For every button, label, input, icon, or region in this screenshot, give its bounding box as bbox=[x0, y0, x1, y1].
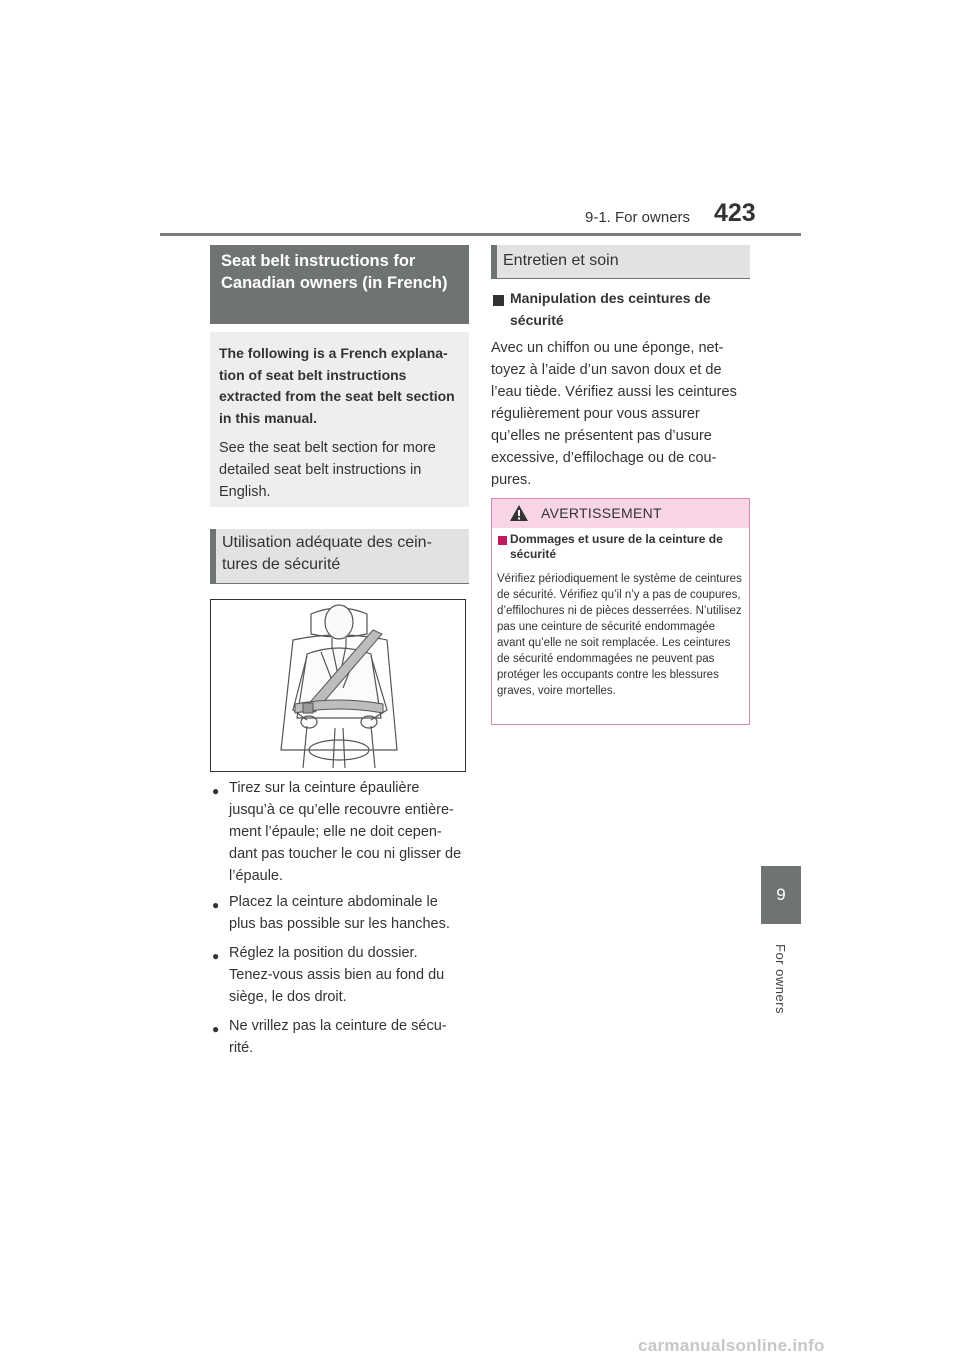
chapter-label: For owners bbox=[773, 944, 788, 1015]
heading-maintenance: Entretien et soin bbox=[503, 252, 619, 269]
dark-heading: Seat belt instructions for Canadian owners (in French) bbox=[221, 252, 448, 292]
warning-body: Vérifiez périodiquement le système de ceintures de sécurité. Vérifiez qu’il n’y a pas de coupures, d’effilochures ni de pièces desserrées. N’utilisez pas une ceinture de sécurité endommagée avant qu’elle ne soit remplacée. Les ceintures de sécurité endommagées ne peuvent pas protéger les occupants contre les blessures graves, voire mortelles. bbox=[497, 573, 742, 697]
warning-subheading: Dommages et usure de la ceinture de sécurité bbox=[510, 532, 723, 561]
bullet-icon: ● bbox=[212, 1022, 220, 1036]
warning-title: AVERTISSEMENT bbox=[541, 505, 662, 521]
bullet-icon: ● bbox=[212, 784, 220, 798]
warning-square-icon bbox=[498, 536, 507, 545]
header-rule bbox=[160, 233, 801, 236]
section-title: 9-1. For owners bbox=[585, 209, 691, 226]
seated-person-icon bbox=[211, 600, 465, 771]
heading-usage: Utilisation adéquate des cein-tures de sécurité bbox=[222, 534, 432, 573]
bullet-item: Réglez la position du dossier. Tenez-vous assis bien au fond du siège, le dos droit. bbox=[229, 945, 445, 1005]
bullet-item: Tirez sur la ceinture épaulière jusqu’à ce qu’elle recouvre entière-ment l’épaule; elle ne doit cepen-dant pas toucher le cou ni glisser de l’épaule. bbox=[229, 780, 462, 884]
intro-bold-text: The following is a French explana-tion of seat belt instructions extracted from the seat belt section in this manual. bbox=[219, 345, 455, 426]
intro-text: See the seat belt section for more detailed seat belt instructions in English. bbox=[219, 440, 436, 500]
bullet-icon: ● bbox=[212, 898, 220, 912]
square-bullet-icon bbox=[493, 292, 510, 310]
bullet-item: Ne vrillez pas la ceinture de sécu-rité. bbox=[229, 1018, 447, 1056]
bullet-item: Placez la ceinture abdominale le plus bas possible sur les hanches. bbox=[229, 894, 450, 932]
watermark[interactable]: carmanualsonline.info bbox=[638, 1336, 825, 1355]
chapter-tab[interactable]: 9 bbox=[761, 866, 801, 924]
warning-triangle-icon bbox=[509, 504, 529, 527]
maintenance-paragraph: Avec un chiffon ou une éponge, net-toyez à l’aide d’un savon doux et de l’eau tiède. Vérifiez aussi les ceintures régulièrement pour vous assurer qu’elles ne présentent pas d’usure excessive, d’effilochage ou de cou-pures. bbox=[491, 340, 737, 488]
subheading: Manipulation des ceintures de sécurité bbox=[510, 290, 711, 328]
page-number: 423 bbox=[714, 199, 756, 227]
bullet-icon: ● bbox=[212, 949, 220, 963]
seat-belt-illustration bbox=[210, 599, 466, 772]
